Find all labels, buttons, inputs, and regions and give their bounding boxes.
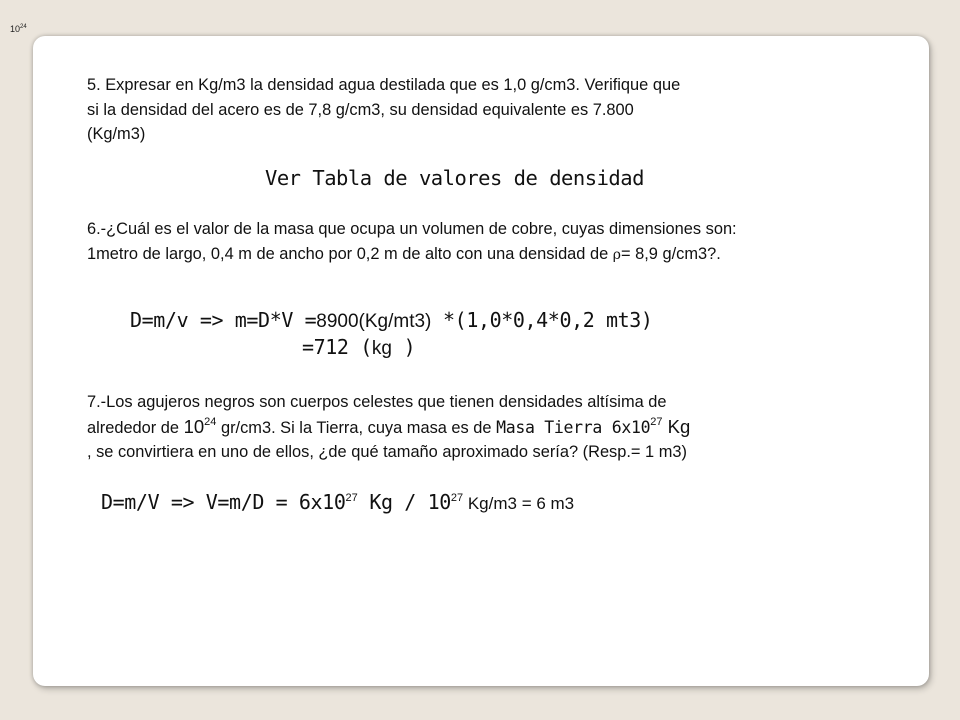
question-7-power-base: 10 bbox=[183, 415, 205, 437]
question-7-line-2 bbox=[87, 415, 690, 441]
formula-volume bbox=[101, 490, 574, 515]
formula-volume-part-b: Kg / 10 bbox=[357, 490, 451, 514]
corner-note-exponent: 24 bbox=[20, 24, 27, 30]
formula-volume-exp-2: 27 bbox=[450, 492, 464, 504]
formula-mass bbox=[130, 308, 653, 360]
question-5-line-3: (Kg/m3) bbox=[87, 125, 146, 143]
question-6-line-2-end: = 8,9 g/cm3?. bbox=[621, 244, 721, 263]
formula-mass-result-unit: kg bbox=[371, 338, 392, 359]
question-7-earth-exp: 27 bbox=[650, 415, 663, 428]
question-7-earth-mass: Masa Tierra 6x10 bbox=[496, 417, 651, 437]
rho-symbol: ρ bbox=[612, 246, 621, 263]
question-5-line-1: 5. Expresar en Kg/m3 la densidad agua destilada que es 1,0 g/cm3. Verifique que bbox=[87, 76, 681, 94]
question-5 bbox=[87, 73, 680, 147]
formula-mass-result-a: =712 ( bbox=[302, 335, 372, 359]
question-6-line-1: 6.-¿Cuál es el valor de la masa que ocupa un volumen de cobre, cuyas dimensiones son: bbox=[87, 220, 737, 238]
question-7-line-2-a: alrededor de bbox=[87, 418, 184, 437]
slide-canvas bbox=[33, 36, 929, 686]
formula-mass-part-c: *(1,0*0,4*0,2 mt3) bbox=[431, 308, 653, 332]
formula-mass-result-c: ) bbox=[391, 335, 416, 359]
formula-volume-part-c: Kg/m3 = 6 m3 bbox=[463, 494, 575, 513]
corner-note-base: 10 bbox=[10, 24, 21, 34]
question-7-line-3: , se convirtiera en uno de ellos, ¿de qué tamaño aproximado sería? (Resp.= 1 m3) bbox=[87, 443, 687, 461]
formula-mass-line-1 bbox=[130, 308, 653, 333]
formula-volume-part-a: D=m/V => V=m/D = 6x10 bbox=[101, 490, 346, 514]
corner-note bbox=[10, 25, 27, 34]
question-6 bbox=[87, 217, 737, 267]
formula-mass-part-a: D=m/v => m=D*V = bbox=[130, 308, 317, 332]
question-7-line-2-b: gr/cm3. Si la Tierra, cuya masa es de bbox=[216, 418, 497, 437]
question-7-power-exp: 24 bbox=[204, 415, 217, 428]
question-5-line-2: si la densidad del acero es de 7,8 g/cm3, su densidad equivalente es 7.800 bbox=[87, 100, 634, 119]
question-7 bbox=[87, 390, 690, 465]
density-table-link[interactable]: Ver Tabla de valores de densidad bbox=[265, 166, 644, 190]
question-7-line-2-c: Kg bbox=[662, 415, 691, 437]
formula-volume-exp-1: 27 bbox=[345, 492, 358, 504]
formula-mass-part-b: 8900(Kg/mt3) bbox=[316, 311, 432, 332]
formula-mass-line-2 bbox=[130, 335, 653, 360]
question-7-line-1: 7.-Los agujeros negros son cuerpos celestes que tienen densidades altísima de bbox=[87, 393, 667, 411]
question-6-line-2-text: 1metro de largo, 0,4 m de ancho por 0,2 m de alto con una densidad de bbox=[87, 244, 613, 263]
question-6-line-2 bbox=[87, 242, 737, 268]
